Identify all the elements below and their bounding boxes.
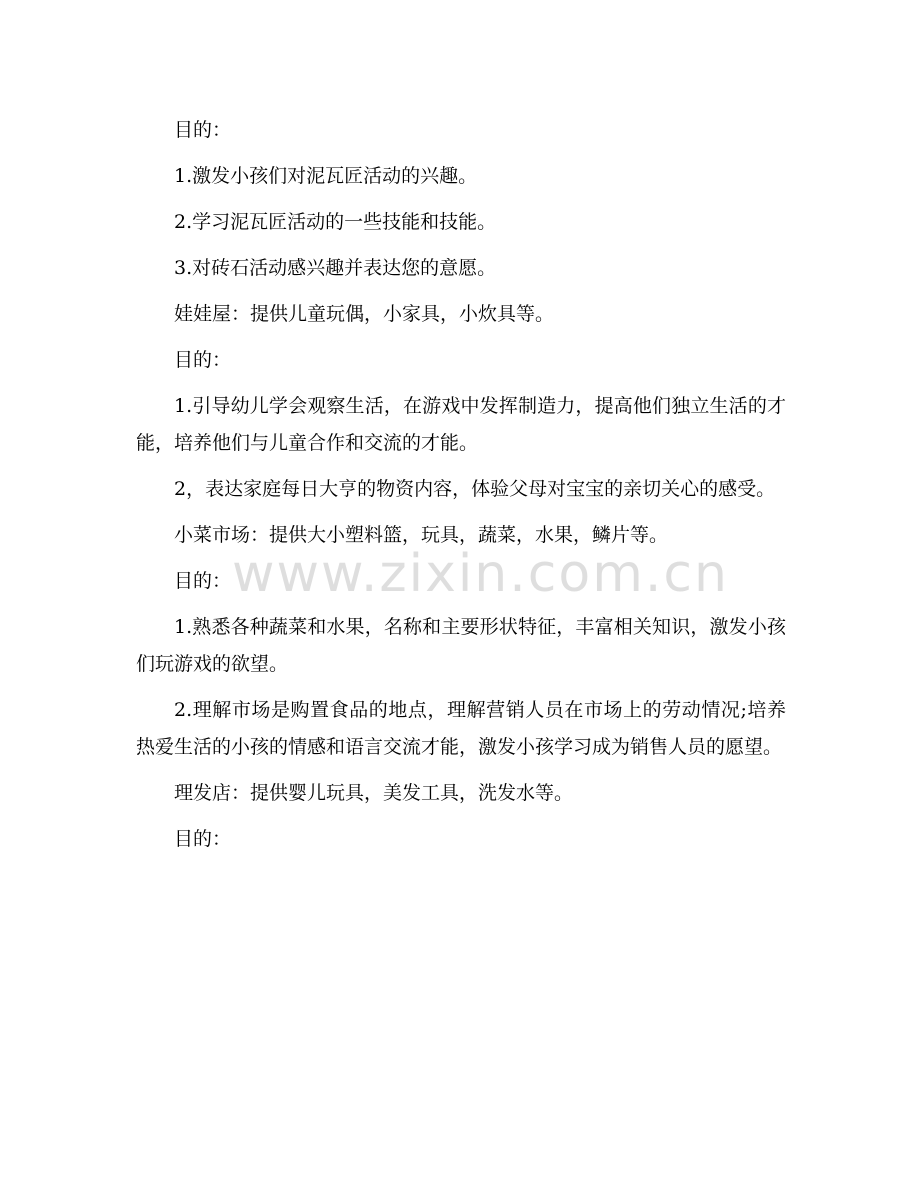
paragraph-doll-house: 娃娃屋：提供儿童玩偶，小家具，小炊具等。 bbox=[174, 303, 555, 325]
watermark-text: www.zixin.com.cn bbox=[232, 544, 729, 604]
paragraph-purpose-item: 1.引导幼儿学会观察生活，在游戏中发挥制造力，提高他们独立生活的才能，培养他们与儿童合作和交流的才能。 bbox=[136, 395, 786, 454]
paragraph-purpose-item: 2，表达家庭每日大亨的物资内容，体验父母对宝宝的亲切关心的感受。 bbox=[174, 478, 776, 500]
paragraph-vegetable-market: 小菜市场：提供大小塑料篮，玩具，蔬菜，水果，鳞片等。 bbox=[174, 524, 669, 546]
paragraph-purpose-heading: 目的： bbox=[174, 570, 232, 592]
paragraph-purpose-item: 3.对砖石活动感兴趣并表达您的意愿。 bbox=[174, 257, 497, 279]
paragraph-purpose-heading: 目的： bbox=[174, 119, 232, 141]
paragraph-purpose-heading: 目的： bbox=[174, 349, 232, 371]
paragraph-purpose-item: 1.熟悉各种蔬菜和水果，名称和主要形状特征，丰富相关知识，激发小孩们玩游戏的欲望。 bbox=[136, 616, 786, 675]
paragraph-purpose-item: 2.理解市场是购置食品的地点，理解营销人员在市场上的劳动情况;培养热爱生活的小孩的情感和语言交流才能，激发小孩学习成为销售人员的愿望。 bbox=[136, 699, 786, 758]
paragraph-purpose-heading: 目的： bbox=[174, 828, 232, 850]
paragraph-purpose-item: 2.学习泥瓦匠活动的一些技能和技能。 bbox=[174, 211, 497, 233]
paragraph-barber-shop: 理发店：提供婴儿玩具，美发工具，洗发水等。 bbox=[174, 782, 574, 804]
paragraph-purpose-item: 1.激发小孩们对泥瓦匠活动的兴趣。 bbox=[174, 165, 478, 187]
document-body bbox=[136, 112, 786, 867]
